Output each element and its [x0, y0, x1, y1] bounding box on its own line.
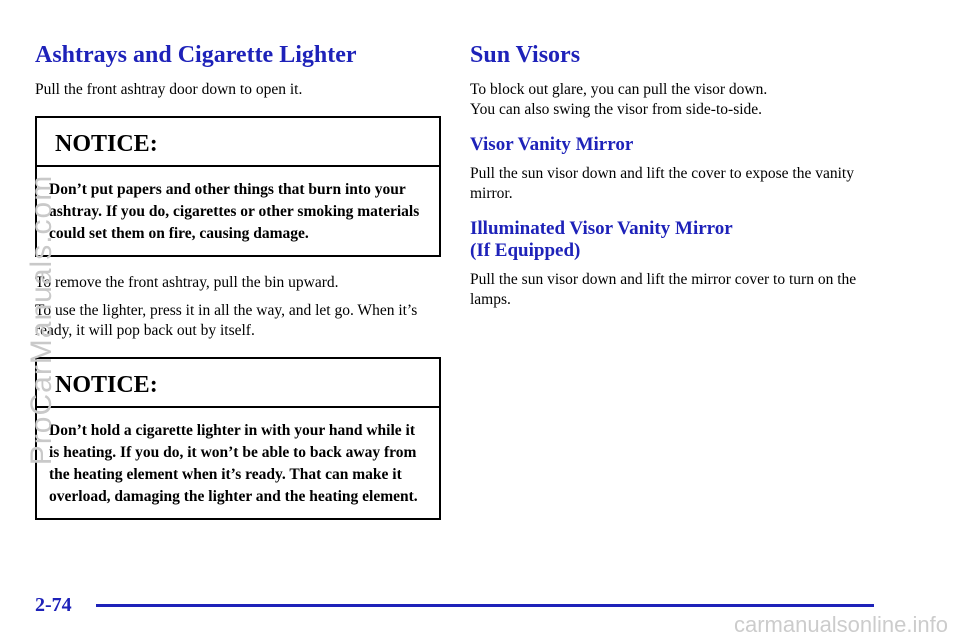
sun-visor-intro-line1: To block out glare, you can pull the visor down. [470, 81, 768, 98]
bottom-watermark: carmanualsonline.info [733, 612, 948, 637]
left-column [35, 40, 441, 520]
notice-box-lighter [35, 357, 441, 520]
right-column [470, 40, 890, 318]
illuminated-mirror-heading-line1: Illuminated Visor Vanity Mirror [470, 218, 733, 239]
ashtray-intro: Pull the front ashtray door down to open it. [35, 81, 303, 98]
side-watermark: ProCarManuals.com [25, 174, 58, 466]
notice-body: Don’t put papers and other things that burn into your ashtray. If you do, cigarettes or other smoking materials could set them on fire, causing damage. [49, 181, 420, 242]
footer-rule [96, 604, 874, 607]
sun-visor-intro-line2: You can also swing the visor from side-to-side. [470, 101, 763, 118]
lighter-use-text: To use the lighter, press it in all the way, and let go. When it’s ready, it will pop back out by itself. [35, 302, 418, 339]
ashtray-remove-text: To remove the front ashtray, pull the bin upward. [35, 274, 339, 291]
notice-heading: NOTICE: [37, 118, 439, 167]
sun-visor-intro [470, 80, 890, 120]
subsection-title-vanity-mirror: Visor Vanity Mirror [470, 134, 634, 155]
notice-body: Don’t hold a cigarette lighter in with your hand while it is heating. If you do, it won’t be able to back away from the heating element when it’s ready. That can make it overload, damaging the lighter and the heating element. [49, 422, 418, 505]
section-title-sun-visors: Sun Visors [470, 42, 581, 68]
section-title-ashtrays: Ashtrays and Cigarette Lighter [35, 42, 357, 68]
illuminated-mirror-heading-line2: (If Equipped) [470, 240, 581, 261]
subsection-title-illuminated-mirror [470, 218, 890, 262]
page-number: 2-74 [35, 594, 72, 616]
illuminated-mirror-text: Pull the sun visor down and lift the mirror cover to turn on the lamps. [470, 271, 857, 308]
notice-heading: NOTICE: [37, 359, 439, 408]
vanity-mirror-text: Pull the sun visor down and lift the cover to expose the vanity mirror. [470, 165, 854, 202]
notice-box-ashtray [35, 116, 441, 257]
